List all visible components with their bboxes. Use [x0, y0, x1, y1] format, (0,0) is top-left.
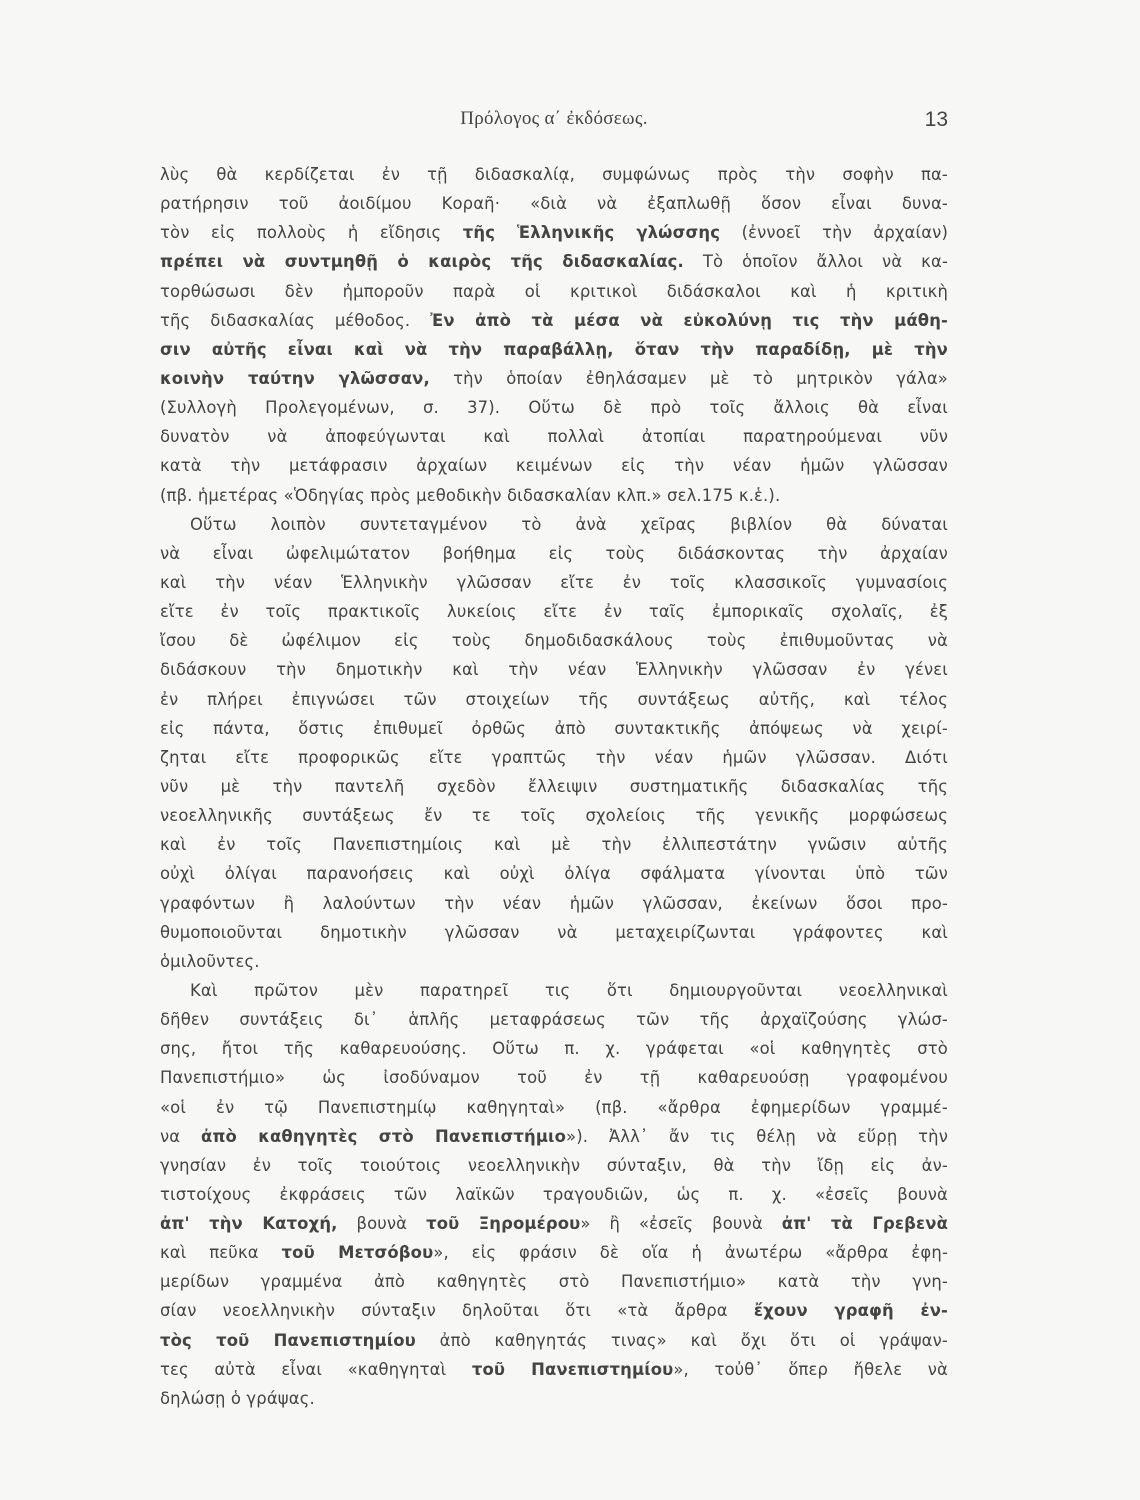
text-segment: Πανεπιστήμιο» ὡς ἰσοδύναμον τοῦ ἐν τῇ καθαρευούσῃ γραφομένου: [160, 1068, 948, 1088]
text-segment: τὸν εἰς πολλοὺς ἡ εἴδησις: [160, 223, 463, 243]
text-segment: καὶ τὴν νέαν Ἑλληνικὴν γλῶσσαν εἴτε ἐν τοῖς κλασσικοῖς γυμνασίοις: [160, 572, 948, 592]
running-title: Πρόλογος α΄ ἐκδόσεως.: [460, 108, 648, 129]
text-line: [160, 1384, 948, 1413]
text-line: [160, 830, 948, 859]
text-segment: δῆθεν συντάξεις δι᾿ ἁπλῆς μεταφράσεως τῶν τῆς ἀρχαϊζούσης γλώσ-: [160, 1010, 948, 1030]
text-segment: δυνατὸν νὰ ἀποφεύγωνται καὶ πολλαὶ ἀτοπίαι παρατηρούμεναι νῦν: [160, 427, 948, 447]
text-line: [160, 685, 948, 714]
text-segment: (πβ. ἡμετέρας «Ὁδηγίας πρὸς μεθοδικὴν διδασκαλίαν κλπ.» σελ.175 κ.ἑ.).: [160, 485, 781, 505]
text-line: [160, 1005, 948, 1034]
text-segment: ζηται εἴτε προφορικῶς εἴτε γραπτῶς τὴν νέαν ἡμῶν γλῶσσαν. Διότι: [160, 747, 948, 767]
text-line: [160, 626, 948, 655]
text-segment: ἐν πλήρει ἐπιγνώσει τῶν στοιχείων τῆς συντάξεως αὐτῆς, καὶ τέλος: [160, 689, 948, 709]
text-line: [160, 772, 948, 801]
text-line: [160, 1238, 948, 1267]
text-line: [160, 714, 948, 743]
text-segment: ἴσου δὲ ὠφέλιμον εἰς τοὺς δημοδιδασκάλους τοὺς ἐπιθυμοῦντας νὰ: [160, 631, 948, 651]
text-line: [160, 1034, 948, 1063]
running-head: [160, 108, 948, 142]
text-segment: μερίδων γραμμένα ἀπὸ καθηγητὲς στὸ Πανεπιστήμιο» κατὰ τὴν γνη-: [160, 1272, 948, 1292]
text-segment: ρατήρησιν τοῦ ἀοιδίμου Κοραῆ· «διὰ νὰ ἐξαπλωθῇ ὅσον εἶναι δυνα-: [160, 194, 948, 214]
text-segment: ἀπὸ καθηγητάς τινας» καὶ ὄχι ὅτι οἱ γράψαν-: [415, 1330, 948, 1350]
text-line: [160, 859, 948, 888]
text-segment: τὴν ὁποίαν ἐθηλάσαμεν μὲ τὸ μητρικὸν γάλα»: [429, 368, 948, 388]
text-segment: τες αὐτὰ εἶναι «καθηγηταὶ: [160, 1359, 472, 1379]
bold-text-segment: τοῦ Μετσόβου: [281, 1243, 434, 1263]
bold-text-segment: Ἐν ἀπὸ τὰ μέσα νὰ εὐκολύνῃ τις τὴν μάθη-: [430, 310, 948, 330]
text-segment: γνησίαν ἐν τοῖς τοιούτοις νεοελληνικὴν σύνταξιν, θὰ τὴν ἴδῃ εἰς ἀν-: [160, 1155, 948, 1175]
text-segment: ὁμιλοῦντες.: [160, 951, 260, 971]
text-segment: βουνὰ: [337, 1214, 427, 1234]
text-line: [160, 743, 948, 772]
text-segment: «οἱ ἐν τῷ Πανεπιστημίῳ καθηγηταὶ» (πβ. «ἄρθρα ἐφημερίδων γραμμέ-: [160, 1097, 948, 1117]
text-segment: », εἰς φράσιν δὲ οἵα ἡ ἀνωτέρω «ἄρθρα ἐφη-: [433, 1243, 948, 1263]
text-segment: σίαν νεοελληνικὴν σύνταξιν δηλοῦται ὅτι «τὰ ἄρθρα: [160, 1301, 754, 1321]
text-line: [160, 218, 948, 247]
text-segment: (ἐννοεῖ τὴν ἀρχαίαν): [720, 223, 948, 243]
text-line: [160, 947, 948, 976]
text-segment: Καὶ πρῶτον μὲν παρατηρεῖ τις ὅτι δημιουργοῦνται νεοελληνικαὶ: [190, 980, 948, 1000]
text-segment: Οὕτω λοιπὸν συντεταγμένον τὸ ἀνὰ χεῖρας βιβλίον θὰ δύναται: [190, 514, 948, 534]
text-segment: » ἢ «ἐσεῖς βουνὰ: [580, 1214, 782, 1234]
text-line: [160, 1180, 948, 1209]
bold-text-segment: τοῦ Πανεπιστημίου: [471, 1359, 674, 1379]
bold-text-segment: πρέπει νὰ συντμηθῇ ὁ καιρὸς τῆς διδασκαλίας.: [160, 252, 684, 272]
text-segment: σης, ἤτοι τῆς καθαρευούσης. Οὕτω π. χ. γράφεται «οἱ καθηγητὲς στὸ: [160, 1039, 948, 1059]
bold-text-segment: ἀπ' τὰ Γρεβενὰ: [781, 1214, 948, 1234]
text-line: [160, 1093, 948, 1122]
text-segment: Τὸ ὁποῖον ἄλλοι νὰ κα-: [683, 252, 948, 272]
text-segment: τιστοίχους ἐκφράσεις τῶν λαϊκῶν τραγουδιῶν, ὡς π. χ. «ἐσεῖς βουνὰ: [160, 1184, 948, 1204]
text-segment: εἴτε ἐν τοῖς πρακτικοῖς λυκείοις εἴτε ἐν ταῖς ἐμπορικαῖς σχολαῖς, ἐξ: [160, 602, 948, 622]
text-segment: θυμοποιοῦνται δημοτικὴν γλῶσσαν νὰ μεταχειρίζωνται γράφοντες καὶ: [160, 922, 948, 942]
text-line: [160, 655, 948, 684]
text-line: [160, 510, 948, 539]
text-line: [160, 306, 948, 335]
text-line: [160, 189, 948, 218]
bold-text-segment: ἀπ' τὴν Κατοχή,: [160, 1214, 338, 1234]
bold-text-segment: σιν αὐτῆς εἶναι καὶ νὰ τὴν παραβάλλῃ, ὅταν τὴν παραδίδῃ, μὲ τὴν: [160, 339, 948, 359]
text-line: [160, 422, 948, 451]
text-line: [160, 801, 948, 830]
text-line: [160, 976, 948, 1005]
text-line: [160, 393, 948, 422]
text-line: [160, 335, 948, 364]
text-line: [160, 597, 948, 626]
text-line: [160, 918, 948, 947]
text-line: [160, 889, 948, 918]
text-segment: », τοὐθ᾿ ὅπερ ἤθελε νὰ: [673, 1359, 948, 1379]
text-segment: διδάσκουν τὴν δημοτικὴν καὶ τὴν νέαν Ἑλληνικὴν γλῶσσαν ἐν γένει: [160, 660, 948, 680]
text-segment: τῆς διδασκαλίας μέθοδος.: [160, 310, 431, 330]
text-line: [160, 160, 948, 189]
text-segment: καὶ πεῦκα: [160, 1243, 282, 1263]
bold-text-segment: τοῦ Ξηρομέρου: [426, 1214, 581, 1234]
text-line: [160, 568, 948, 597]
text-segment: νῦν μὲ τὴν παντελῆ σχεδὸν ἔλλειψιν συστηματικῆς διδασκαλίας τῆς: [160, 776, 948, 796]
text-line: [160, 1209, 948, 1238]
text-segment: »). Ἀλλ᾿ ἄν τις θέλῃ νὰ εὕρῃ τὴν: [566, 1126, 948, 1146]
text-line: [160, 481, 948, 510]
text-line: [160, 1267, 948, 1296]
text-line: [160, 1326, 948, 1355]
text-line: [160, 451, 948, 480]
text-segment: νεοελληνικῆς συντάξεως ἔν τε τοῖς σχολείοις τῆς γενικῆς μορφώσεως: [160, 806, 948, 826]
text-segment: καὶ ἐν τοῖς Πανεπιστημίοις καὶ μὲ τὴν ἐλλιπεστάτην γνῶσιν αὐτῆς: [160, 835, 948, 855]
body-text: [160, 160, 948, 1413]
bold-text-segment: ἔχουν γραφῆ ἐν-: [753, 1301, 948, 1321]
text-segment: κατὰ τὴν μετάφρασιν ἀρχαίων κειμένων εἰς τὴν νέαν ἡμῶν γλῶσσαν: [160, 456, 948, 476]
bold-text-segment: τῆς Ἑλληνικῆς γλώσσης: [462, 223, 721, 243]
text-line: [160, 539, 948, 568]
text-line: [160, 1122, 948, 1151]
text-segment: να: [160, 1126, 202, 1146]
text-segment: τορθώσωσι δὲν ἠμποροῦν παρὰ οἱ κριτικοὶ διδάσκαλοι καὶ ἡ κριτικὴ: [160, 281, 948, 301]
text-segment: νὰ εἶναι ὠφελιμώτατον βοήθημα εἰς τοὺς διδάσκοντας τὴν ἀρχαίαν: [160, 543, 948, 563]
bold-text-segment: ἀπὸ καθηγητὲς στὸ Πανεπιστήμιο: [201, 1126, 567, 1146]
text-segment: (Συλλογὴ Προλεγομένων, σ. 37). Οὕτω δὲ πρὸ τοῖς ἄλλοις θὰ εἶναι: [160, 398, 948, 418]
text-line: [160, 1151, 948, 1180]
text-segment: εἰς πάντα, ὅστις ἐπιθυμεῖ ὀρθῶς ἀπὸ συντακτικῆς ἀπόψεως νὰ χειρί-: [160, 718, 948, 738]
page-number: 13: [924, 108, 948, 131]
text-line: [160, 1063, 948, 1092]
text-line: [160, 1296, 948, 1325]
text-line: [160, 364, 948, 393]
text-segment: οὐχὶ ὀλίγαι παρανοήσεις καὶ οὐχὶ ὀλίγα σφάλματα γίνονται ὑπὸ τῶν: [160, 864, 948, 884]
text-segment: δηλώσῃ ὁ γράψας.: [160, 1388, 315, 1408]
text-line: [160, 1355, 948, 1384]
text-line: [160, 277, 948, 306]
text-line: [160, 247, 948, 276]
bold-text-segment: τὸς τοῦ Πανεπιστημίου: [160, 1330, 416, 1350]
text-segment: γραφόντων ἢ λαλούντων τὴν νέαν ἡμῶν γλῶσσαν, ἐκείνων ὅσοι προ-: [160, 893, 948, 913]
bold-text-segment: κοινὴν ταύτην γλῶσσαν,: [160, 368, 430, 388]
text-segment: λὺς θὰ κερδίζεται ἐν τῇ διδασκαλίᾳ, συμφώνως πρὸς τὴν σοφὴν πα-: [160, 165, 948, 184]
